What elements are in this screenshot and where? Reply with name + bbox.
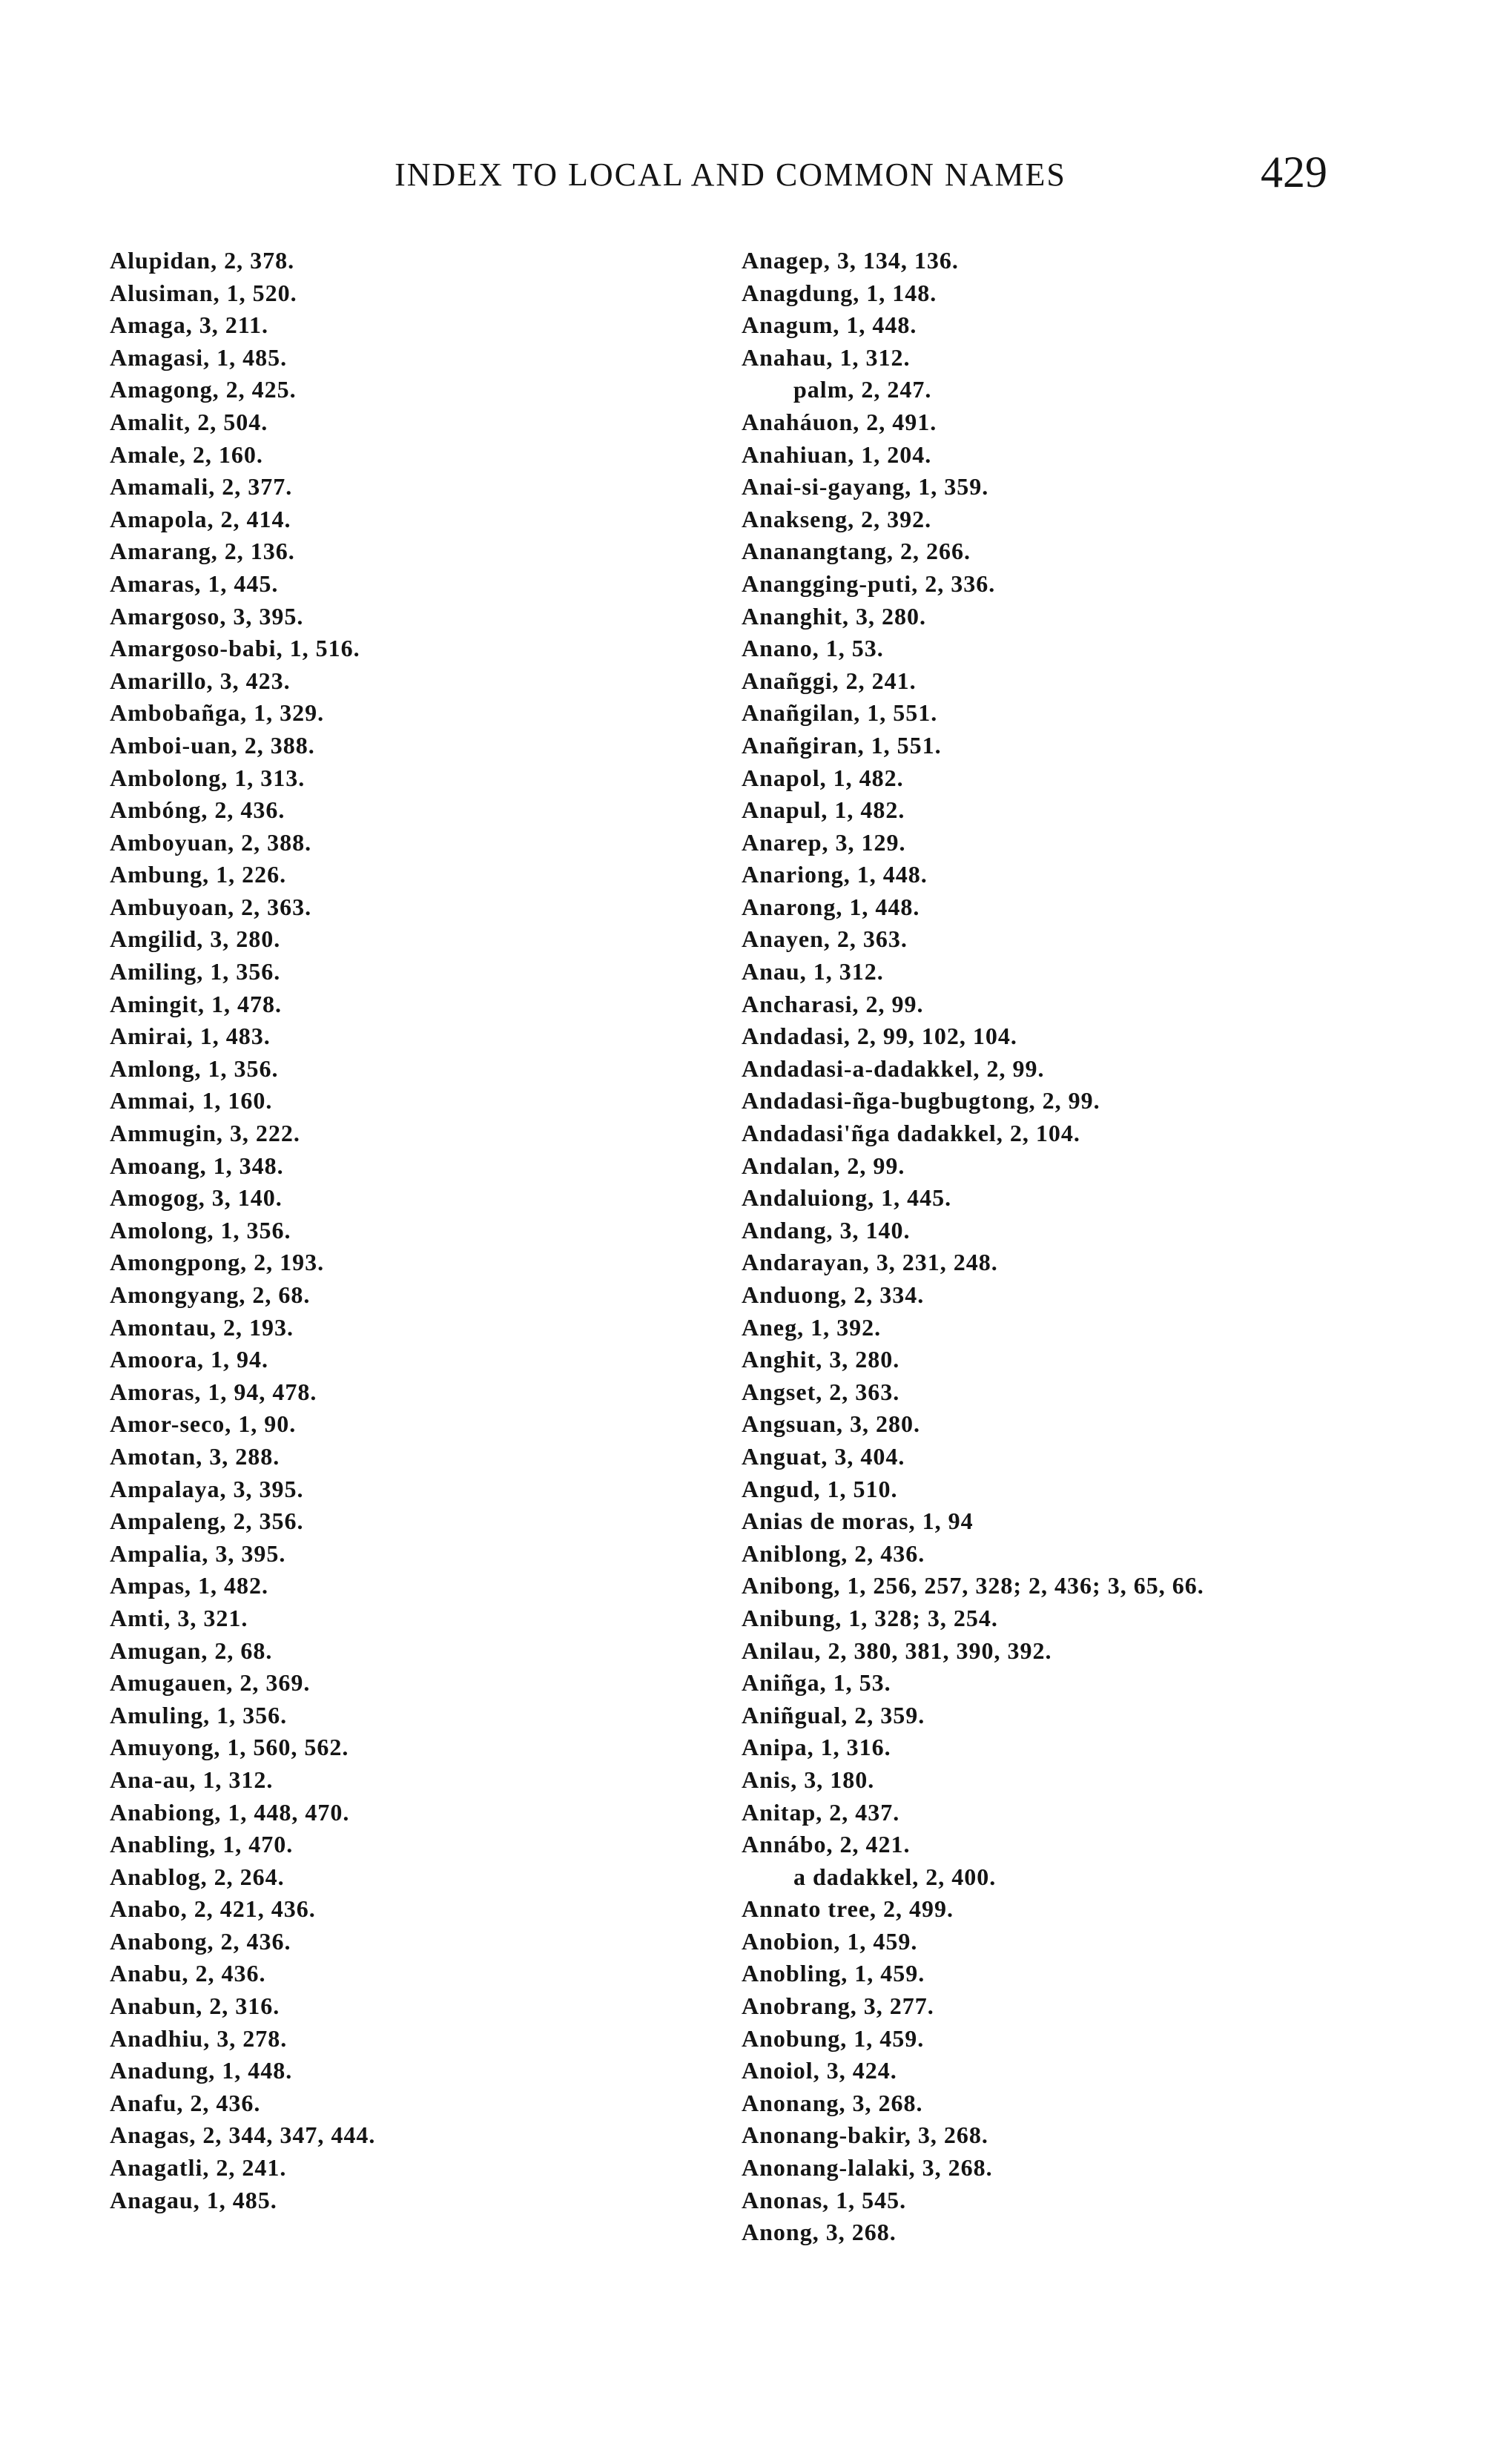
index-entry: Amalit, 2, 504. [110,408,268,435]
index-entry: Amongpong, 2, 193. [110,1249,325,1276]
index-entry: Andalan, 2, 99. [742,1152,905,1179]
index-entry: Amaras, 1, 445. [110,569,279,597]
index-entry: Anagdung, 1, 148. [742,279,937,306]
index-entry: Amotan, 3, 288. [110,1442,280,1470]
index-entry: Amlong, 1, 356. [110,1054,279,1082]
index-entry: Amugauen, 2, 369. [110,1669,311,1697]
index-entry: Andadasi-a-dadakkel, 2, 99. [742,1054,1045,1082]
index-entry: Andang, 3, 140. [742,1216,911,1244]
index-entry: Anaháuon, 2, 491. [742,408,937,435]
index-entry: Anobung, 1, 459. [742,2024,925,2052]
index-entry: Ana-au, 1, 312. [110,1766,274,1793]
index-entry: Anabling, 1, 470. [110,1831,294,1858]
index-entry: Anong, 3, 268. [742,2219,897,2246]
index-entry: Anobion, 1, 459. [742,1927,918,1955]
page-number: 429 [1261,148,1327,197]
index-entry: Amogog, 3, 140. [110,1184,283,1212]
index-entry: Anakseng, 2, 392. [742,505,932,532]
index-entry: Anduong, 2, 334. [742,1281,925,1308]
index-entry: Amongyang, 2, 68. [110,1281,311,1308]
index-entry: Anobrang, 3, 277. [742,1992,934,2020]
index-entry: Andadasi'ñga dadakkel, 2, 104. [742,1120,1080,1147]
index-entry: Andaluiong, 1, 445. [742,1184,952,1212]
index-entry: Anahau, 1, 312. [742,343,911,371]
index-entry: Amoang, 1, 348. [110,1152,284,1179]
index-entry: Amboi-uan, 2, 388. [110,731,315,759]
index-entry: Aniblong, 2, 436. [742,1539,925,1567]
index-entry: Anilau, 2, 380, 381, 390, 392. [742,1637,1052,1664]
index-entry: Anabiong, 1, 448, 470. [110,1798,350,1826]
index-entry: Ambuyoan, 2, 363. [110,893,312,920]
index-entry: a dadakkel, 2, 400. [793,1863,997,1890]
index-entry: Ampas, 1, 482. [110,1572,269,1599]
index-entry: Ambobañga, 1, 329. [110,699,325,727]
index-entry: Anonang-bakir, 3, 268. [742,2121,988,2149]
index-entry: Amti, 3, 321. [110,1604,248,1631]
index-entry: Amarang, 2, 136. [110,538,295,565]
index-entry: Andadasi, 2, 99, 102, 104. [742,1023,1017,1050]
index-entry: Ammugin, 3, 222. [110,1120,300,1147]
index-entry: Amontau, 2, 193. [110,1313,294,1341]
index-entry: Amolong, 1, 356. [110,1216,291,1244]
index-entry: Amamali, 2, 377. [110,473,293,501]
index-entry: Ampalaya, 3, 395. [110,1475,304,1502]
index-entry: Amor-seco, 1, 90. [110,1410,297,1438]
index-entry: Ambóng, 2, 436. [110,796,285,824]
index-entry: Amargoso-babi, 1, 516. [110,635,360,662]
index-entry: Anayen, 2, 363. [742,925,908,953]
index-entry: Anagau, 1, 485. [110,2186,277,2213]
index-entry: Anagas, 2, 344, 347, 444. [110,2121,376,2149]
index-entry: Anano, 1, 53. [742,635,884,662]
index-entry: Anahiuan, 1, 204. [742,440,932,468]
index-entry: Amingit, 1, 478. [110,990,282,1017]
index-entry: Anagatli, 2, 241. [110,2154,287,2182]
index-entry: Anias de moras, 1, 94 [742,1508,974,1535]
index-entry: Amargoso, 3, 395. [110,602,304,630]
right-index-column [742,245,1424,2249]
index-entry: Amugan, 2, 68. [110,1637,273,1664]
index-entry: Annábo, 2, 421. [742,1831,911,1858]
index-entry: Anguat, 3, 404. [742,1442,905,1470]
index-entry: Anadung, 1, 448. [110,2057,293,2084]
index-entry: palm, 2, 247. [793,376,932,403]
index-entry: Anariong, 1, 448. [742,861,928,888]
index-entry: Anabong, 2, 436. [110,1927,291,1955]
index-entry: Anabo, 2, 421, 436. [110,1895,316,1923]
index-entry: Anapol, 1, 482. [742,764,904,791]
index-entry: Ambolong, 1, 313. [110,764,306,791]
index-entry: Amagong, 2, 425. [110,376,297,403]
index-entry: Anapul, 1, 482. [742,796,905,824]
index-entry: Annato tree, 2, 499. [742,1895,954,1923]
index-entry: Anipa, 1, 316. [742,1734,891,1761]
index-entry: Anitap, 2, 437. [742,1798,900,1826]
index-entry: Amiling, 1, 356. [110,958,281,985]
index-entry: Anobling, 1, 459. [742,1960,925,1987]
index-entry: Alusiman, 1, 520. [110,279,297,306]
index-entry: Anangging-puti, 2, 336. [742,569,996,597]
index-entry: Aniñgual, 2, 359. [742,1701,925,1728]
index-entry: Amboyuan, 2, 388. [110,828,312,856]
index-entry: Anai-si-gayang, 1, 359. [742,473,989,501]
index-entry: Anañggi, 2, 241. [742,667,917,694]
index-entry: Anablog, 2, 264. [110,1863,285,1890]
index-entry: Amale, 2, 160. [110,440,263,468]
index-entry: Amuling, 1, 356. [110,1701,288,1728]
index-entry: Amoras, 1, 94, 478. [110,1378,317,1405]
index-entry: Aniñga, 1, 53. [742,1669,891,1697]
index-entry: Ambung, 1, 226. [110,861,287,888]
index-entry: Anabu, 2, 436. [110,1960,266,1987]
index-entry: Anañgilan, 1, 551. [742,699,938,727]
index-entry: Anagep, 3, 134, 136. [742,247,959,274]
index-entry: Anafu, 2, 436. [110,2089,261,2116]
index-entry: Anibong, 1, 256, 257, 328; 2, 436; 3, 65, 66. [742,1572,1204,1599]
index-entry: Angset, 2, 363. [742,1378,900,1405]
index-entry: Anibung, 1, 328; 3, 254. [742,1604,998,1631]
index-entry: Angud, 1, 510. [742,1475,898,1502]
index-entry: Amagasi, 1, 485. [110,343,288,371]
index-entry: Anoiol, 3, 424. [742,2057,897,2084]
index-entry: Anis, 3, 180. [742,1766,875,1793]
index-entry: Ampaleng, 2, 356. [110,1508,304,1535]
index-entry: Amgilid, 3, 280. [110,925,281,953]
index-entry: Amaga, 3, 211. [110,311,268,339]
index-entry: Amapola, 2, 414. [110,505,291,532]
index-entry: Anonang, 3, 268. [742,2089,923,2116]
index-entry: Anarep, 3, 129. [742,828,906,856]
index-entry: Ammai, 1, 160. [110,1087,273,1114]
index-entry: Anonas, 1, 545. [742,2186,907,2213]
index-entry: Anañgiran, 1, 551. [742,731,942,759]
index-entry: Anadhiu, 3, 278. [110,2024,288,2052]
left-index-column [110,245,703,2216]
index-entry: Anagum, 1, 448. [742,311,917,339]
index-entry: Andadasi-ñga-bugbugtong, 2, 99. [742,1087,1100,1114]
index-entry: Ananghit, 3, 280. [742,602,927,630]
index-entry: Andarayan, 3, 231, 248. [742,1249,998,1276]
index-entry: Ancharasi, 2, 99. [742,990,924,1017]
index-entry: Amoora, 1, 94. [110,1346,268,1373]
index-entry: Anabun, 2, 316. [110,1992,280,2020]
index-entry: Anarong, 1, 448. [742,893,920,920]
index-entry: Aneg, 1, 392. [742,1313,882,1341]
index-entry: Ampalia, 3, 395. [110,1539,286,1567]
index-entry: Ananangtang, 2, 266. [742,538,971,565]
page-title: INDEX TO LOCAL AND COMMON NAMES [394,156,1066,193]
index-entry: Anghit, 3, 280. [742,1346,900,1373]
index-entry: Angsuan, 3, 280. [742,1410,920,1438]
index-entry: Amuyong, 1, 560, 562. [110,1734,349,1761]
index-entry: Amirai, 1, 483. [110,1023,271,1050]
index-entry: Anonang-lalaki, 3, 268. [742,2154,993,2182]
index-entry: Anau, 1, 312. [742,958,884,985]
index-entry: Alupidan, 2, 378. [110,247,295,274]
index-entry: Amarillo, 3, 423. [110,667,291,694]
